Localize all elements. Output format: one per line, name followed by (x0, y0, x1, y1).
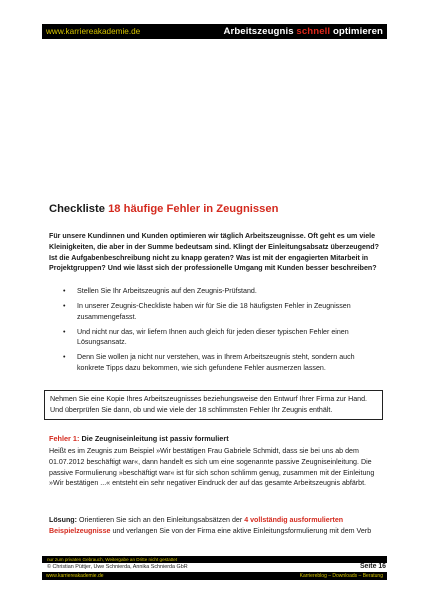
bullet-icon: • (63, 353, 66, 362)
bullet-text: Denn Sie wollen ja nicht nur verstehen, was in Ihrem Arbeitszeugnis steht, sondern auch konkrete Tipps dazu bekommen, wie sich gefundene Fehler ausmerzen lassen. (77, 353, 355, 373)
header-title-pre: Arbeitszeugnis (223, 26, 297, 37)
bullet-item (63, 327, 383, 348)
bullet-item (63, 286, 383, 297)
loesung-post: und verlangen Sie von der Firma eine aktive Einleitungsformulierung mit dem Verb (110, 526, 372, 535)
header-title (223, 26, 383, 37)
footer-info-row (47, 563, 386, 571)
header-url-link[interactable]: www.karriereakademie.de (46, 27, 141, 36)
bullet-text: Und nicht nur das, wir liefern Ihnen auch gleich für jeden dieser typischen Fehler einen Lösungsansatz. (77, 327, 349, 347)
bullet-text: Stellen Sie Ihr Arbeitszeugnis auf den Zeugnis-Prüfstand. (77, 287, 257, 295)
instruction-box: Nehmen Sie eine Kopie Ihres Arbeitszeugnisses beziehungsweise den Entwurf Ihrer Firma zur Hand. Und überprüfen Sie dann, ob und wie viele der 18 schlimmsten Fehler Ihr Zeugnis enthält. (44, 390, 383, 420)
bullet-icon: • (63, 327, 66, 336)
beispielzeugnisse-link[interactable]: 4 vollständig ausformulierten Beispielzeugnisse (49, 516, 344, 535)
footer-link-bar (42, 572, 387, 580)
fehler-title (49, 434, 229, 443)
header-title-post: optimieren (330, 26, 383, 37)
footer-note: nur zum privaten Gebrauch, Weitergabe an Dritte nicht gestattet (47, 557, 178, 562)
bullet-item (63, 352, 383, 373)
bullet-item (63, 301, 383, 322)
intro-paragraph: Für unsere Kundinnen und Kunden optimieren wir täglich Arbeitszeugnisse. Oft geht es um viele Kleinigkeiten, die aber in der Summe bedeutsam sind. Klingt der Einleitungsabsatz überzeugend? Ist die Aufgabenbeschreibung nicht zu knapp geraten? Was ist mit der engagierten Mitarbeit in Projektgruppen? Und wie lässt sich der professionelle Umgang mit Kunden besser beschreiben? (49, 232, 379, 273)
loesung-label: Lösung: (49, 516, 77, 524)
header-bar (42, 24, 387, 39)
bullet-text: In unserer Zeugnis-Checkliste haben wir für Sie die 18 häufigsten Fehler in Zeugnissen zusammengefasst. (77, 302, 351, 321)
fehler-title-text: Die Zeugniseinleitung ist passiv formuliert (79, 434, 229, 443)
fehler-body: Heißt es im Zeugnis zum Beispiel »Wir bestätigen Frau Gabriele Schmidt, dass sie bei uns ab dem 01.07.2012 beschäftigt war«, dann handelt es sich um eine sogenannte passive Zeugniseinleitung. Die passive Formulierung »beschäftigt war« ist für sich schon schlimm genug, zusammen mit der Einleitung »Wir bestätigen ...« entsteht ein sehr negativer Eindruck der auf das gesamte Arbeitszeugnis abfärbt. (49, 447, 375, 488)
bullet-icon: • (63, 302, 66, 310)
footer-links[interactable]: Karriereblog – Downloads – Beratung (299, 573, 383, 579)
footer-url-link[interactable]: www.karriereakademie.de (46, 573, 104, 579)
loesung-pre: Orientieren Sie sich an den Einleitungsabsätzen der (76, 516, 245, 524)
loesung-paragraph (49, 515, 389, 537)
header-title-highlight: schnell (296, 26, 331, 37)
bullet-list (63, 286, 383, 378)
page-number: Seite 16 (359, 563, 386, 570)
heading-pre: Checkliste (49, 203, 109, 215)
footer-copyright: © Christian Püttjer, Uwe Schnierda, Annika Schnierda GbR (47, 564, 188, 570)
heading-highlight: 18 häufige Fehler in Zeugnissen (108, 203, 279, 215)
fehler-label: Fehler 1: (49, 434, 80, 443)
page-heading (49, 203, 278, 215)
bullet-icon: • (63, 287, 66, 295)
